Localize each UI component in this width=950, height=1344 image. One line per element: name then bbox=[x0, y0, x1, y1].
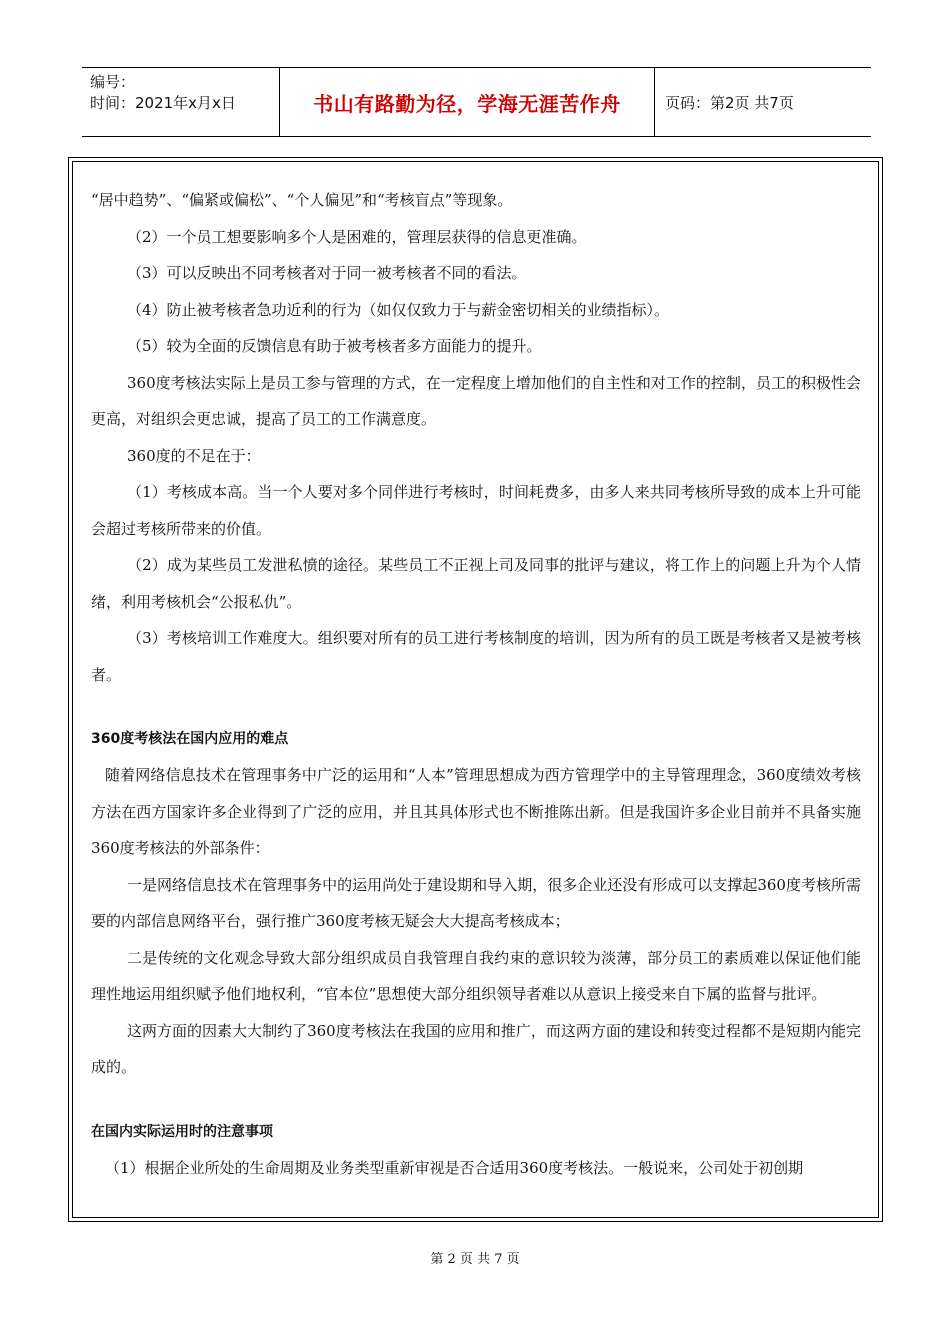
paragraph: “居中趋势”、“偏紧或偏松”、“个人偏见”和“考核盲点”等现象。 bbox=[91, 191, 513, 209]
paragraph: （4）防止被考核者急功近利的行为（如仅仅致力于与薪金密切相关的业绩指标）。 bbox=[127, 300, 670, 319]
paragraph: 随着网络信息技术在管理事务中广泛的运用和“人本”管理思想成为西方管理学中的主导管理理念，360度绩效考核方法在西方国家许多企业得到了广泛的应用，并且其具体形式也不断推陈出新。但是我国许多企业目前并不具备实施360度考核法的外部条件： bbox=[91, 766, 861, 857]
header-meta bbox=[82, 68, 280, 136]
page-footer: 第 2 页 共 7 页 bbox=[430, 1252, 520, 1267]
paragraph: （1）考核成本高。当一个人要对多个同伴进行考核时，时间耗费多，由多人来共同考核所导致的成本上升可能会超过考核所带来的价值。 bbox=[91, 483, 861, 538]
paragraph: （2）一个员工想要影响多个人是困难的，管理层获得的信息更准确。 bbox=[127, 227, 587, 246]
paragraph: （1）根据企业所处的生命周期及业务类型重新审视是否合适用360度考核法。一般说来，公司处于初创期 bbox=[105, 1158, 804, 1177]
document-number-label: 编号： bbox=[90, 73, 136, 91]
paragraph: 360度的不足在于： bbox=[127, 446, 261, 465]
document-date-label: 时间：2021年x月x日 bbox=[90, 94, 236, 112]
paragraph: （5）较为全面的反馈信息有助于被考核者多方面能力的提升。 bbox=[127, 337, 542, 355]
page-header bbox=[82, 67, 871, 137]
content-frame bbox=[68, 157, 883, 1222]
document-body bbox=[91, 182, 861, 1186]
paragraph: （2）成为某些员工发泄私愤的途径。某些员工不正视上司及同事的批评与建议，将工作上的问题上升为个人情绪，利用考核机会“公报私仇”。 bbox=[91, 556, 861, 611]
header-page-info: 页码：第2页 共7页 bbox=[665, 93, 794, 112]
section-heading: 在国内实际运用时的注意事项 bbox=[91, 1123, 273, 1140]
paragraph: 一是网络信息技术在管理事务中的运用尚处于建设期和导入期，很多企业还没有形成可以支撑起360度考核所需要的内部信息网络平台，强行推广360度考核无疑会大大提高考核成本； bbox=[91, 875, 861, 930]
section-heading: 360度考核法在国内应用的难点 bbox=[91, 731, 289, 747]
paragraph: 360度考核法实际上是员工参与管理的方式，在一定程度上增加他们的自主性和对工作的控制，员工的积极性会更高，对组织会更忠诚，提高了员工的工作满意度。 bbox=[91, 373, 861, 428]
paragraph: 这两方面的因素大大制约了360度考核法在我国的应用和推广，而这两方面的建设和转变过程都不是短期内能完成的。 bbox=[91, 1021, 861, 1076]
header-slogan: 书山有路勤为径，学海无涯苦作舟 bbox=[280, 68, 655, 136]
paragraph: 二是传统的文化观念导致大部分组织成员自我管理自我约束的意识较为淡薄，部分员工的素质难以保证他们能理性地运用组织赋予他们地权利，“官本位”思想使大部分组织领导者难以从意识上接受来自下属的监督与批评。 bbox=[91, 948, 861, 1003]
paragraph: （3）考核培训工作难度大。组织要对所有的员工进行考核制度的培训，因为所有的员工既是考核者又是被考核者。 bbox=[91, 629, 861, 684]
paragraph: （3）可以反映出不同考核者对于同一被考核者不同的看法。 bbox=[127, 264, 527, 282]
